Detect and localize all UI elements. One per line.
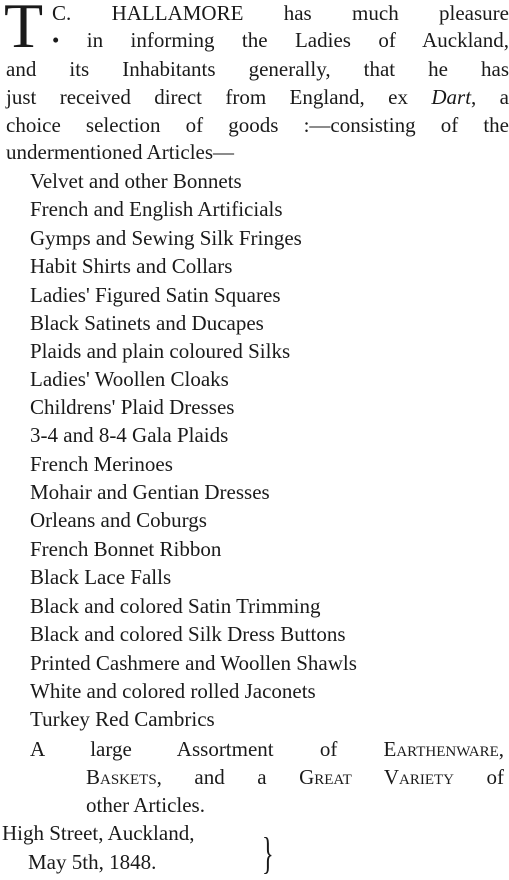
list-item: French Merinoes	[30, 452, 173, 476]
intro-line-2: • in informing the Ladies of Auckland,	[52, 28, 509, 52]
list-item: Childrens' Plaid Dresses	[30, 395, 235, 419]
list-item: French Bonnet Ribbon	[30, 537, 222, 561]
list-item: Black Satinets and Ducapes	[30, 311, 264, 335]
list-item: Plaids and plain coloured Silks	[30, 339, 291, 363]
intro-line-4	[6, 84, 509, 110]
list-item: Ladies' Woollen Cloaks	[30, 367, 229, 391]
closing-great-variety: Great Variety	[299, 765, 454, 789]
intro-line-1: C. HALLAMORE has much pleasure	[52, 1, 509, 25]
closing-earthenware: Earthenware,	[383, 737, 504, 761]
closing-line-2	[86, 764, 504, 790]
address: High Street, Auckland,	[2, 821, 195, 845]
list-item: 3-4 and 8-4 Gala Plaids	[30, 423, 229, 447]
closing-baskets: Baskets,	[86, 765, 162, 789]
date: May 5th, 1848.	[28, 850, 157, 874]
closing-text: A large Assortment of	[30, 737, 384, 761]
closing-and-a: and a	[161, 765, 300, 789]
list-item: French and English Artificials	[30, 197, 283, 221]
list-item: Mohair and Gentian Dresses	[30, 480, 270, 504]
brace-mark: }	[262, 829, 274, 878]
ship-name: Dart	[431, 85, 472, 109]
intro-line-3: and its Inhabitants generally, that he has	[6, 57, 509, 81]
list-item: Turkey Red Cambrics	[30, 707, 215, 731]
intro-line-4-text: just received direct from England, ex	[6, 85, 432, 109]
list-item: Orleans and Coburgs	[30, 508, 207, 532]
list-item: Ladies' Figured Satin Squares	[30, 283, 281, 307]
intro-line-5: choice selection of goods :—consisting of the	[6, 113, 509, 137]
intro-line-6: undermentioned Articles—	[6, 140, 235, 164]
drop-cap: T	[4, 0, 44, 61]
list-item: Gymps and Sewing Silk Fringes	[30, 226, 302, 250]
list-item: Habit Shirts and Collars	[30, 254, 233, 278]
closing-line-3: other Articles.	[86, 793, 205, 817]
intro-line-4-tail: , a	[471, 85, 509, 109]
closing-of: of	[454, 765, 504, 789]
list-item: Black Lace Falls	[30, 565, 172, 589]
list-item: White and colored rolled Jaconets	[30, 679, 316, 703]
closing-line-1	[30, 736, 504, 762]
list-item: Velvet and other Bonnets	[30, 169, 242, 193]
list-item: Printed Cashmere and Woollen Shawls	[30, 651, 357, 675]
list-item: Black and colored Satin Trimming	[30, 594, 321, 618]
list-item: Black and colored Silk Dress Buttons	[30, 622, 346, 646]
